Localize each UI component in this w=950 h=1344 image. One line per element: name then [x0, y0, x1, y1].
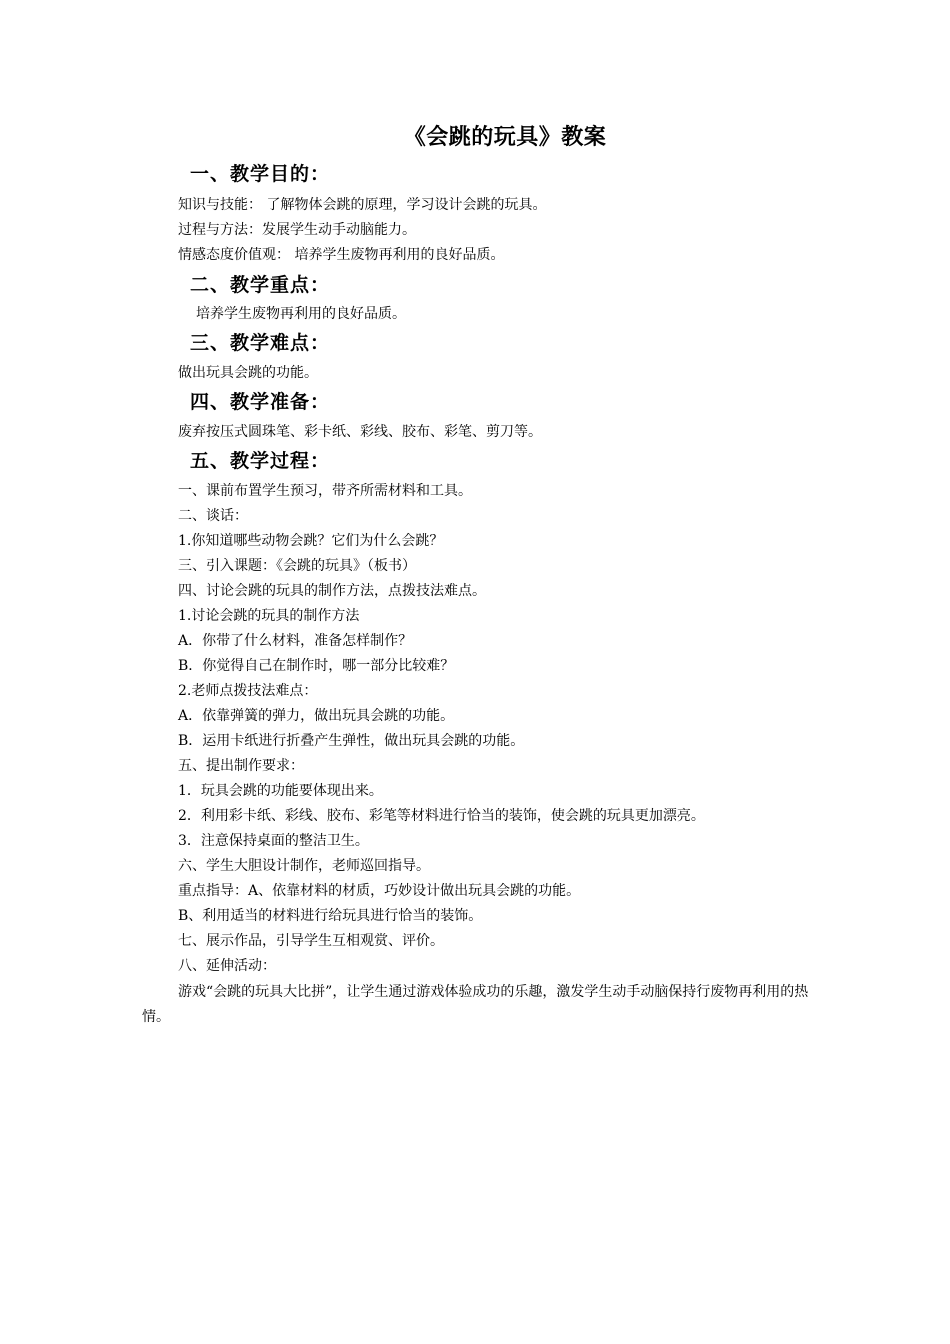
section-heading-key-points: 二、教学重点： — [190, 274, 331, 296]
process-line: 四、讨论会跳的玩具的制作方法，点拨技法难点。 — [178, 583, 486, 599]
objective-knowledge: 知识与技能： 了解物体会跳的原理，学习设计会跳的玩具。 — [178, 197, 547, 213]
process-line: 一、课前布置学生预习，带齐所需材料和工具。 — [178, 483, 472, 499]
process-line: 1.讨论会跳的玩具的制作方法 — [178, 608, 360, 624]
process-line: B．运用卡纸进行折叠产生弹性，做出玩具会跳的功能。 — [178, 733, 525, 749]
process-line: 七、展示作品，引导学生互相观赏、评价。 — [178, 933, 444, 949]
process-line: 3．注意保持桌面的整洁卫生。 — [178, 833, 369, 849]
section-heading-process: 五、教学过程： — [190, 450, 331, 472]
process-line: A．你带了什么材料，准备怎样制作？ — [178, 633, 413, 649]
section-heading-preparation: 四、教学准备： — [190, 391, 331, 413]
process-line: A．依靠弹簧的弹力，做出玩具会跳的功能。 — [178, 708, 455, 724]
section-heading-objectives: 一、教学目的： — [190, 163, 331, 185]
objective-process: 过程与方法：发展学生动手动脑能力。 — [178, 222, 416, 238]
process-line: 重点指导：A、依靠材料的材质，巧妙设计做出玩具会跳的功能。 — [178, 883, 581, 899]
process-line: 1．玩具会跳的功能要体现出来。 — [178, 783, 383, 799]
objective-attitude: 情感态度价值观： 培养学生废物再利用的良好品质。 — [178, 247, 505, 263]
closing-paragraph: 游戏“会跳的玩具大比拼”，让学生通过游戏体验成功的乐趣，激发学生动手动脑保持行废物再利用的热情。 — [142, 984, 809, 1025]
process-line: 1.你知道哪些动物会跳？它们为什么会跳？ — [178, 533, 444, 549]
document-title: 《会跳的玩具》教案 — [403, 124, 607, 150]
process-line: 2．利用彩卡纸、彩线、胶布、彩笔等材料进行恰当的装饰，使会跳的玩具更加漂亮。 — [178, 808, 705, 824]
process-line: B．你觉得自己在制作时，哪一部分比较难？ — [178, 658, 455, 674]
process-line: 八、延伸活动： — [178, 958, 276, 974]
process-line: 2.老师点拨技法难点： — [178, 683, 318, 699]
difficulty-text: 做出玩具会跳的功能。 — [178, 365, 318, 381]
process-line: 六、学生大胆设计制作，老师巡回指导。 — [178, 858, 430, 874]
process-line: B、利用适当的材料进行给玩具进行恰当的装饰。 — [178, 908, 483, 924]
process-line: 五、提出制作要求： — [178, 758, 304, 774]
process-line: 二、谈话： — [178, 508, 248, 524]
section-heading-difficulty: 三、教学难点： — [190, 332, 331, 354]
preparation-text: 废弃按压式圆珠笔、彩卡纸、彩线、胶布、彩笔、剪刀等。 — [178, 424, 542, 440]
key-point-text: 培养学生废物再利用的良好品质。 — [196, 306, 406, 322]
process-line: 三、引入课题：《会跳的玩具》（板书） — [178, 558, 416, 574]
